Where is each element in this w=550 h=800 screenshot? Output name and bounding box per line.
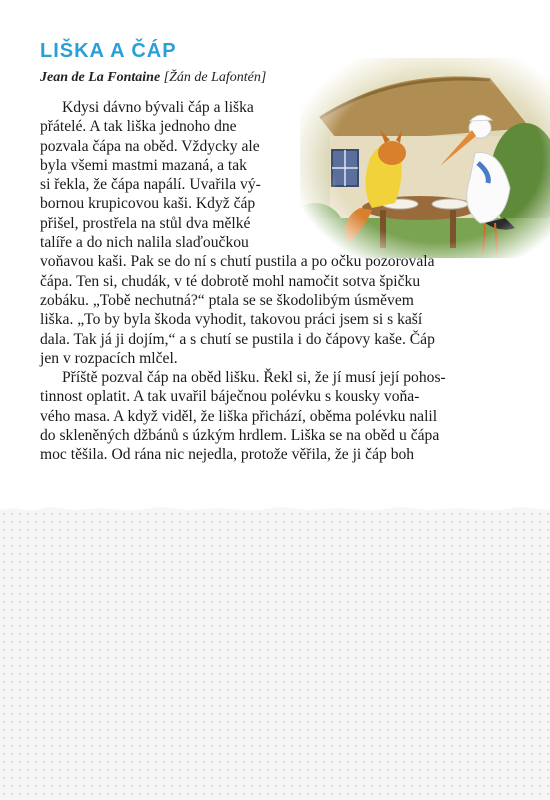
paragraph-1-narrow xyxy=(40,98,302,252)
text-line: do skleněných džbánů s úzkým hrdlem. Liška se na oběd u čápa xyxy=(40,427,440,445)
story-text xyxy=(40,98,500,465)
text-line: Kdysi dávno bývali čáp a liška xyxy=(62,99,254,116)
text-line: pozvala čápa na oběd. Vždycky ale xyxy=(40,137,260,155)
text-line: voňavou kaši. Pak se do ní s chutí pustila a po očku pozorovala xyxy=(40,253,435,271)
text-line: zobáku. „Tobě nechutná?“ ptala se se škodolibým úsměvem xyxy=(40,291,414,309)
text-line: bornou krupicovou kaši. Když čáp xyxy=(40,195,256,213)
text-line: čápa. Ten si, chudák, v té dobrotě mohl namočit sotva špičku xyxy=(40,272,421,290)
text-line: dala. Tak já ji dojím,“ a s chutí se pustila i do čápovy kaše. Čáp xyxy=(40,330,435,348)
story-title: LIŠKA A ČÁP xyxy=(40,40,177,62)
paragraph-2 xyxy=(40,368,500,464)
text-line: vého masa. A když viděl, že liška přichází, oběma polévku nalil xyxy=(40,407,438,425)
author-name: Jean de La Fontaine xyxy=(40,70,161,85)
text-line: liška. „To by byla škoda vyhodit, takovou práci jsem si s kaší xyxy=(40,311,423,329)
text-line: talíře a do nich nalila slaďoučkou xyxy=(40,234,249,252)
author-pronunciation: [Žán de Lafontén] xyxy=(163,70,267,85)
text-line: tinnost oplatit. A tak uvařil báječnou polévku s kousky voňa- xyxy=(40,388,420,406)
text-line: přišel, prostřela na stůl dva mělké xyxy=(40,214,251,232)
text-line: byla všemi mastmi mazaná, a tak xyxy=(40,156,247,174)
blank-dotted-area xyxy=(0,510,550,800)
author-line xyxy=(40,70,266,86)
text-line: přátelé. A tak liška jednoho dne xyxy=(40,118,237,136)
text-line: Příště pozval čáp na oběd lišku. Řekl si, že jí musí její pohos- xyxy=(62,369,446,387)
text-line: jen v rozpacích mlčel. xyxy=(40,349,178,367)
text-line: si řekla, že čápa napálí. Uvařila vý- xyxy=(40,176,261,194)
text-line: moc těšila. Od rána nic nejedla, protože věřila, že ji čáp boh xyxy=(40,446,415,464)
paragraph-1-wide xyxy=(40,252,500,368)
